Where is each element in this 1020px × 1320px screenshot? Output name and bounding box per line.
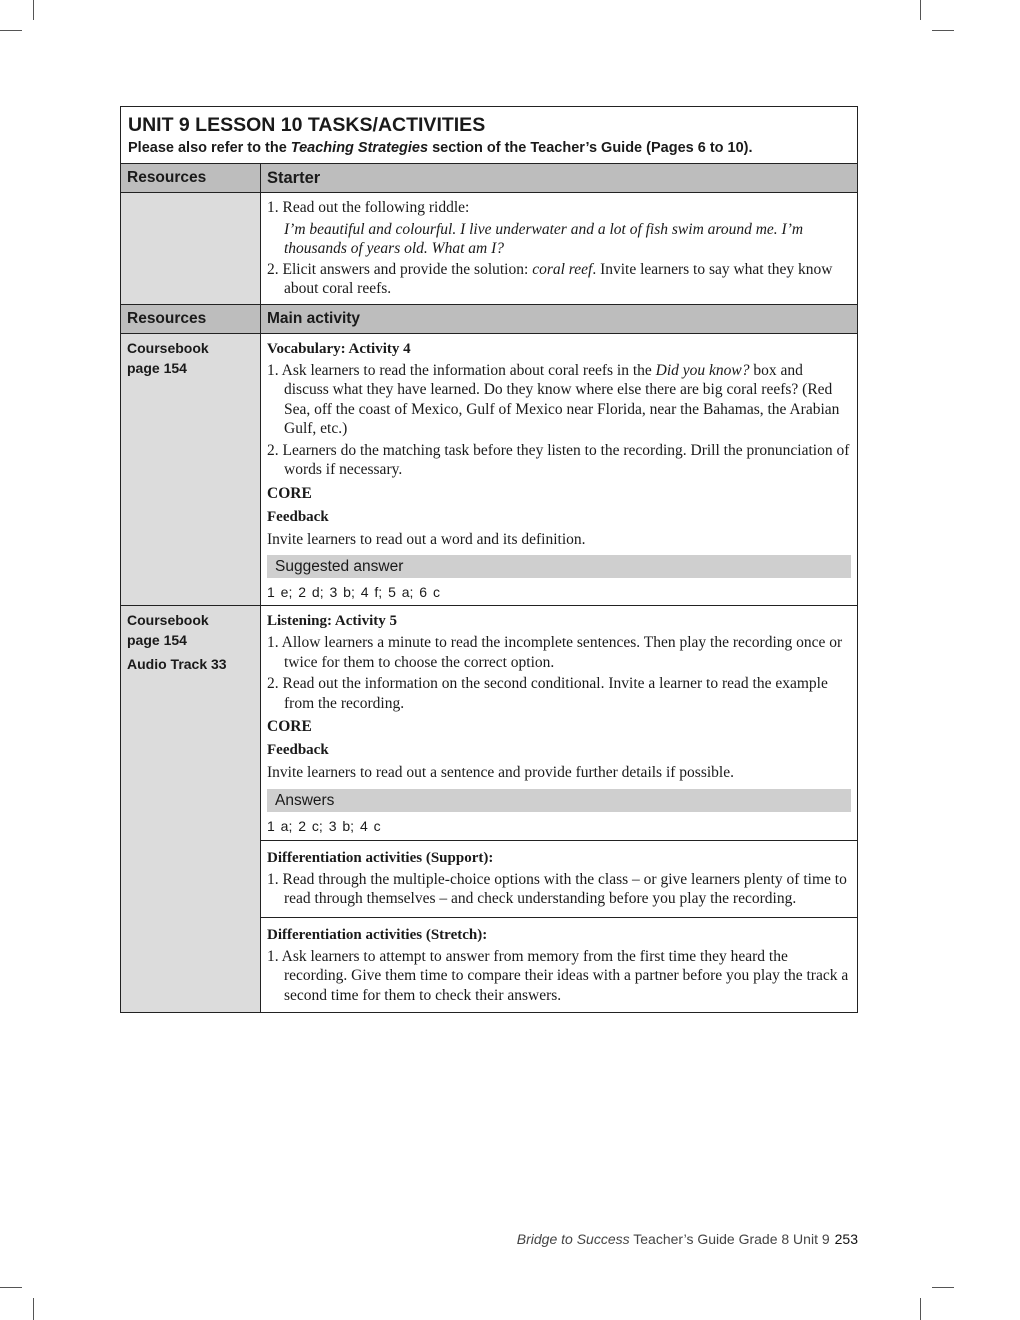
listening-content: [261, 606, 857, 1012]
stretch-cell: [261, 917, 857, 1010]
listening-resources: [121, 606, 261, 1012]
feedback-text: Invite learners to read out a word and its definition.: [267, 530, 586, 548]
subtitle-italic: Teaching Strategies: [290, 140, 429, 156]
starter-header-row: [121, 164, 857, 193]
vocabulary-item-1-text-end: box and discuss what they have learned. Do they know where else there are big coral reefs? (Red Sea, off the coast of Mexico, Gulf of Mexico near Florida, near the Bahamas, the Arabian Gulf, etc.): [284, 361, 840, 437]
vocabulary-content: [261, 334, 857, 606]
main-header-row: [121, 305, 857, 334]
answers: 1 a; 2 c; 3 b; 4 c: [267, 817, 381, 834]
listening-item-2: 2. Read out the information on the second conditional. Invite a learner to read the example from the recording.: [267, 675, 828, 712]
page-subtitle: [128, 137, 850, 159]
vocabulary-item-1: [267, 361, 851, 439]
resources-header: Resources: [121, 164, 261, 192]
feedback-label: Feedback: [267, 508, 329, 525]
subtitle-text: Please also refer to the: [128, 140, 291, 156]
vocabulary-item-1-text: 1. Ask learners to read the information about coral reefs in the: [267, 361, 656, 379]
suggested-answer-header: Suggested answer: [267, 555, 851, 578]
resources-header: Resources: [121, 305, 261, 333]
crop-mark: [0, 1287, 22, 1288]
resource-page: page 154: [127, 359, 187, 376]
answers-header: Answers: [267, 789, 851, 812]
crop-mark: [932, 30, 954, 31]
lesson-table: [120, 106, 858, 1013]
starter-item-2-text: 2. Elicit answers and provide the solution:: [267, 260, 533, 278]
starter-resources-cell: [121, 193, 261, 304]
page-title: UNIT 9 LESSON 10 TASKS/ACTIVITIES: [128, 114, 486, 136]
suggested-answers: 1 e; 2 d; 3 b; 4 f; 5 a; 6 c: [267, 584, 440, 600]
crop-mark: [0, 30, 22, 31]
crop-mark: [920, 0, 921, 20]
resource-audio-track: Audio Track 33: [127, 656, 227, 672]
vocabulary-resources: [121, 334, 261, 606]
vocabulary-label: Vocabulary: Activity 4: [267, 340, 411, 357]
core-label: CORE: [267, 484, 312, 502]
subtitle-text-end: section of the Teacher’s Guide (Pages 6 to 10).: [428, 140, 753, 156]
title-block: [121, 107, 857, 164]
feedback-label: Feedback: [267, 742, 329, 758]
page-number: 253: [834, 1231, 858, 1247]
listening-label: Listening: Activity 5: [267, 613, 397, 629]
crop-mark: [932, 1287, 954, 1288]
resource-coursebook: Coursebook: [127, 339, 209, 356]
vocabulary-item-1-italic: Did you know?: [655, 361, 750, 379]
crop-mark: [920, 1298, 921, 1320]
footer-series: Bridge to Success: [516, 1231, 630, 1247]
starter-item-2: [267, 260, 851, 299]
crop-mark: [33, 0, 34, 20]
listening-row: [121, 606, 857, 1012]
support-cell: [261, 840, 857, 913]
footer-text: Teacher’s Guide Grade 8 Unit 9: [629, 1231, 830, 1247]
starter-content: [261, 193, 857, 304]
starter-header: Starter: [261, 164, 857, 192]
starter-row: [121, 193, 857, 305]
support-label: Differentiation activities (Support):: [267, 849, 494, 866]
vocabulary-item-2: 2. Learners do the matching task before they listen to the recording. Drill the pronunciation of words if necessary.: [267, 441, 850, 478]
support-item-1: 1. Read through the multiple-choice options with the class – or give learners plenty of time to read through themselves – and check understanding before you play the recording.: [267, 870, 847, 907]
resource-coursebook: Coursebook: [127, 612, 209, 628]
listening-item-1: 1. Allow learners a minute to read the incomplete sentences. Then play the recording once or twice for them to choose the correct option.: [267, 634, 843, 671]
feedback-text: Invite learners to read out a sentence and provide further details if possible.: [267, 764, 734, 781]
crop-mark: [33, 1298, 34, 1320]
vocabulary-row: [121, 334, 857, 607]
resource-page: page 154: [127, 632, 187, 648]
stretch-item-1: 1. Ask learners to attempt to answer from memory from the first time they heard the recording. Give them time to compare their ideas with a partner before you play the track a second time for them to check their answers.: [267, 947, 849, 1004]
riddle-text: I’m beautiful and colourful. I live underwater and a lot of fish swim around me. I’m thousands of years old. What am I?: [284, 220, 804, 257]
starter-item-1: 1. Read out the following riddle:: [267, 199, 470, 216]
main-activity-header: Main activity: [261, 305, 857, 333]
starter-item-2-italic: coral reef: [532, 260, 593, 278]
starter-item-2-text-end: . Invite learners to say what they know about coral reefs.: [284, 260, 833, 297]
core-label: CORE: [267, 718, 312, 735]
stretch-label: Differentiation activities (Stretch):: [267, 926, 488, 943]
page-footer: [517, 1231, 858, 1247]
